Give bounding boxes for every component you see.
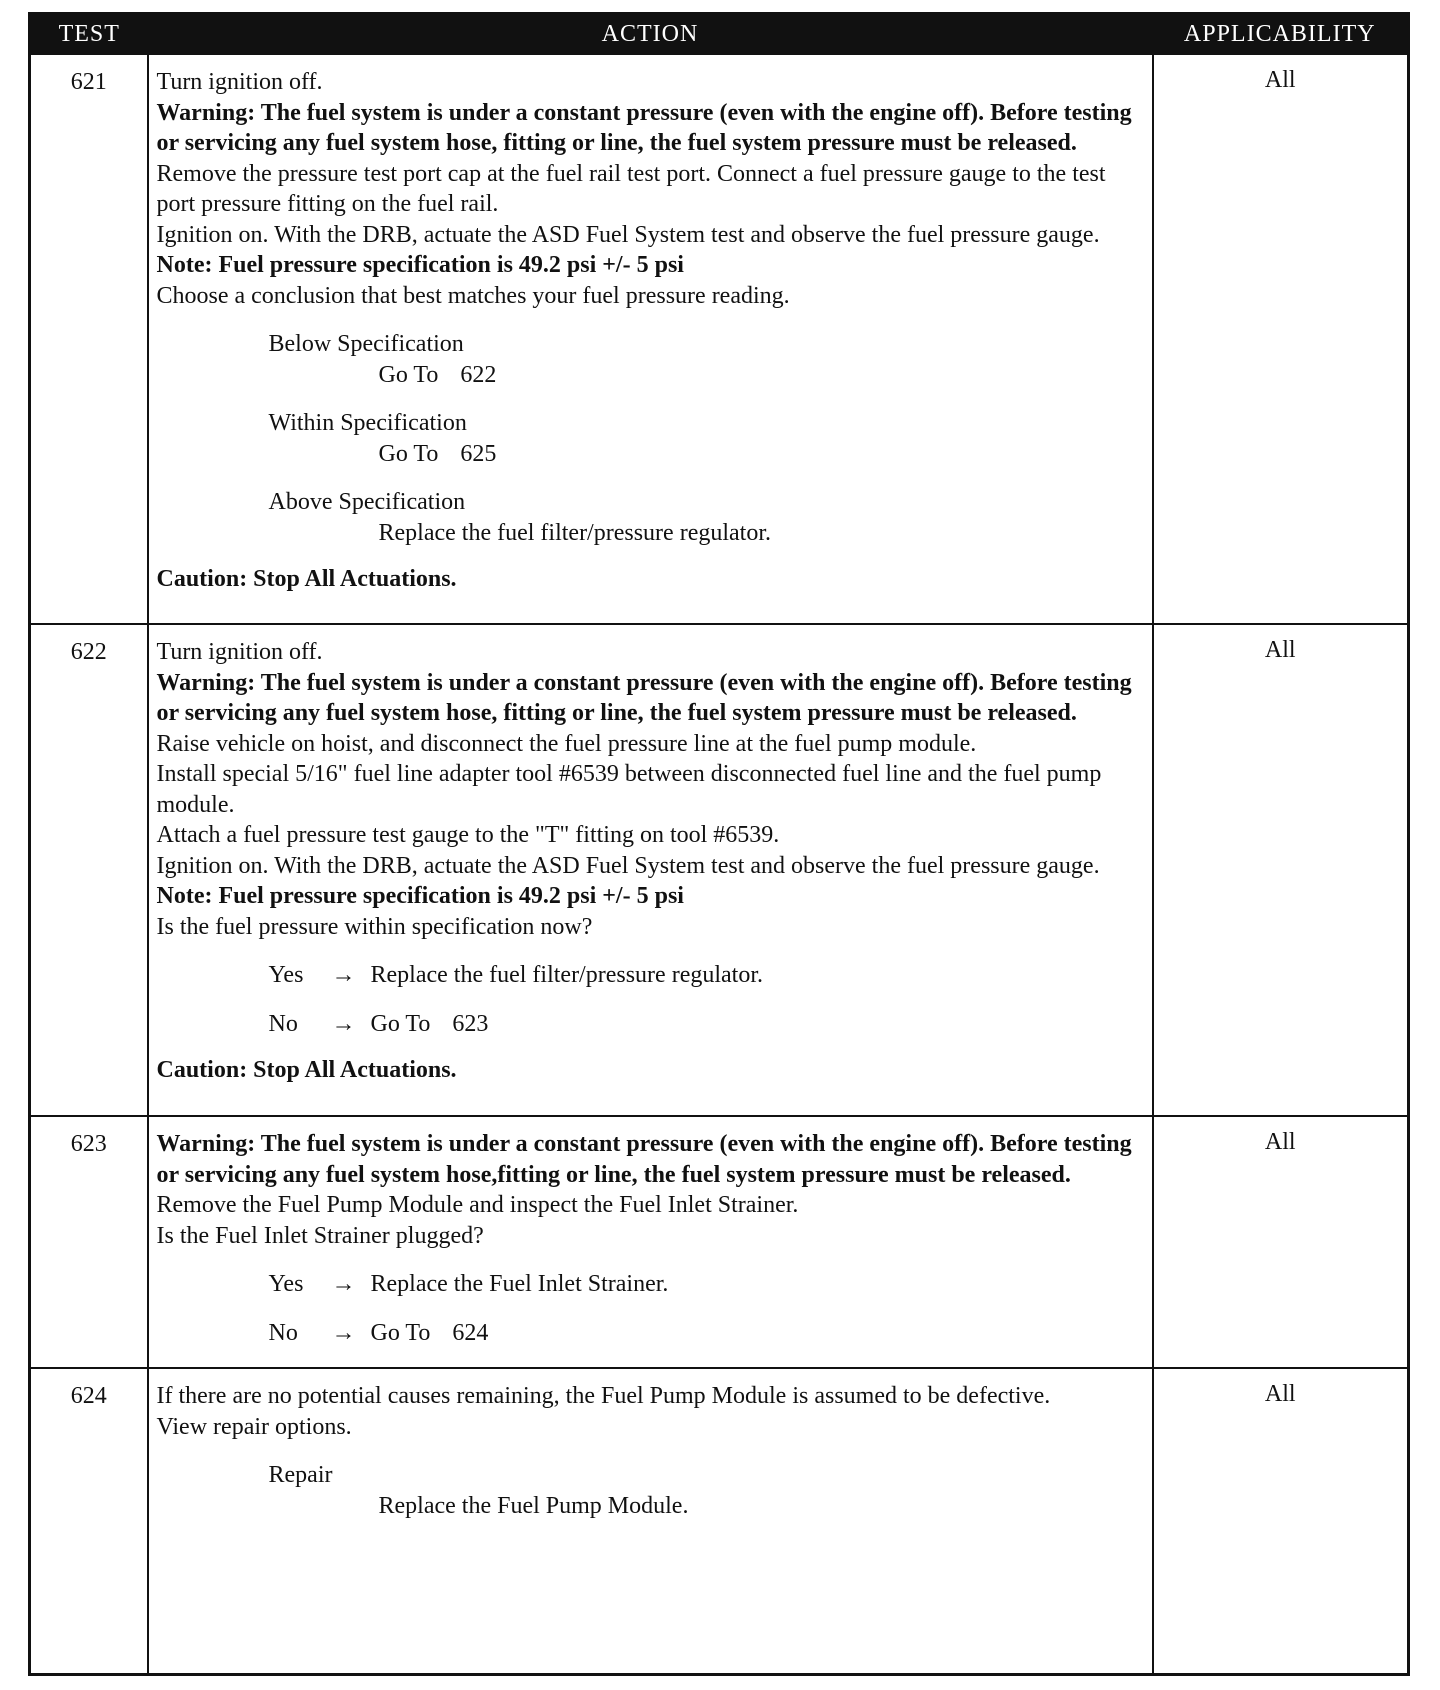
- yes-label: Yes: [268, 1271, 304, 1297]
- action-line: Ignition on. With the DRB, actuate the ASD Fuel System test and observe the fuel pressure gauge.: [156, 221, 1100, 248]
- applicability-cell: All: [1153, 1116, 1409, 1368]
- goto-link[interactable]: 624: [452, 1319, 489, 1346]
- choice-yes: [269, 960, 1144, 991]
- choice-no: [269, 1009, 1144, 1040]
- test-number: 623: [30, 1116, 148, 1368]
- action-line: Attach a fuel pressure test gauge to the "T" fitting on tool #6539.: [156, 822, 780, 848]
- action-line: Turn ignition off.: [156, 639, 323, 665]
- choice-no: [269, 1318, 1144, 1349]
- action-line: Raise vehicle on hoist, and disconnect the fuel pressure line at the fuel pump module.: [156, 730, 977, 757]
- goto-text: Go To: [370, 1010, 431, 1037]
- header-row: [30, 14, 1409, 55]
- choice-below: [269, 329, 1144, 390]
- applicability-cell: All: [1153, 624, 1409, 1116]
- note-text: Note: Fuel pressure specification is 49.2 psi +/- 5 psi: [156, 883, 684, 909]
- test-number: 621: [30, 54, 148, 624]
- yes-result: Replace the Fuel Inlet Strainer.: [370, 1271, 669, 1297]
- goto-link[interactable]: 623: [452, 1010, 489, 1037]
- choice-result: Replace the fuel filter/pressure regulator.: [378, 519, 771, 546]
- choice-yes: [269, 1269, 1144, 1300]
- goto-text: Go To: [370, 1319, 431, 1346]
- choice-label: Below Specification: [268, 331, 464, 357]
- choice-label: Repair: [268, 1462, 333, 1488]
- action-cell: [148, 54, 1153, 624]
- action-line: Turn ignition off.: [156, 69, 323, 95]
- action-line: Is the Fuel Inlet Strainer plugged?: [156, 1222, 484, 1249]
- test-row-621: [30, 54, 1409, 624]
- arrow-icon: →: [331, 962, 356, 988]
- diagnostic-table: [28, 12, 1410, 1676]
- yes-label: Yes: [268, 962, 304, 988]
- header-test: TEST: [30, 14, 148, 55]
- choice-above: [269, 487, 1144, 548]
- no-label: No: [268, 1010, 298, 1037]
- action-cell: [148, 624, 1153, 1116]
- test-row-624: [30, 1368, 1409, 1675]
- choice-within: [269, 408, 1144, 469]
- action-line: View repair options.: [156, 1413, 352, 1440]
- header-applicability: APPLICABILITY: [1153, 14, 1409, 55]
- action-cell: [148, 1368, 1153, 1675]
- no-label: No: [268, 1319, 298, 1346]
- action-line: Choose a conclusion that best matches your fuel pressure reading.: [156, 282, 790, 309]
- arrow-icon: →: [331, 1010, 356, 1037]
- test-number: 624: [30, 1368, 148, 1675]
- choice-label: Above Specification: [268, 489, 466, 515]
- header-action: ACTION: [148, 14, 1153, 55]
- action-line: Is the fuel pressure within specification now?: [156, 913, 593, 940]
- choice-result: Replace the Fuel Pump Module.: [378, 1492, 689, 1519]
- arrow-icon: →: [331, 1319, 356, 1346]
- test-number: 622: [30, 624, 148, 1116]
- goto-link[interactable]: 625: [460, 440, 497, 467]
- warning-text: Warning: The fuel system is under a constant pressure (even with the engine off). Before testing or servicing any fuel system hose, fitting or line, the fuel system pressure must be released.: [156, 99, 1132, 156]
- warning-text: Warning: The fuel system is under a constant pressure (even with the engine off). Before testing or servicing any fuel system hose,fitting or line, the fuel system pressure must be released.: [156, 1131, 1132, 1188]
- action-line: If there are no potential causes remaining, the Fuel Pump Module is assumed to be defective.: [156, 1383, 1051, 1409]
- goto-text: Go To: [378, 440, 439, 467]
- arrow-icon: →: [331, 1271, 356, 1297]
- goto-text: Go To: [378, 361, 439, 388]
- action-line: Ignition on. With the DRB, actuate the ASD Fuel System test and observe the fuel pressure gauge.: [156, 852, 1100, 879]
- goto-link[interactable]: 622: [460, 361, 497, 388]
- test-row-623: [30, 1116, 1409, 1368]
- choice-label: Within Specification: [268, 410, 467, 436]
- caution-text: Caution: Stop All Actuations.: [156, 566, 457, 592]
- yes-result: Replace the fuel filter/pressure regulator.: [370, 962, 763, 988]
- applicability-cell: All: [1153, 1368, 1409, 1675]
- action-line: Remove the Fuel Pump Module and inspect the Fuel Inlet Strainer.: [156, 1192, 799, 1218]
- warning-text: Warning: The fuel system is under a constant pressure (even with the engine off). Before testing or servicing any fuel system hose, fitting or line, the fuel system pressure must be released.: [156, 669, 1132, 726]
- choice-repair: [269, 1460, 1144, 1521]
- caution-text: Caution: Stop All Actuations.: [156, 1057, 457, 1083]
- test-row-622: [30, 624, 1409, 1116]
- applicability-cell: All: [1153, 54, 1409, 624]
- action-line: Remove the pressure test port cap at the fuel rail test port. Connect a fuel pressure gauge to the test port pressure fitting on the fuel rail.: [156, 160, 1106, 217]
- action-cell: [148, 1116, 1153, 1368]
- action-line: Install special 5/16" fuel line adapter tool #6539 between disconnected fuel line and the fuel pump module.: [156, 761, 1102, 818]
- note-text: Note: Fuel pressure specification is 49.2 psi +/- 5 psi: [156, 252, 684, 278]
